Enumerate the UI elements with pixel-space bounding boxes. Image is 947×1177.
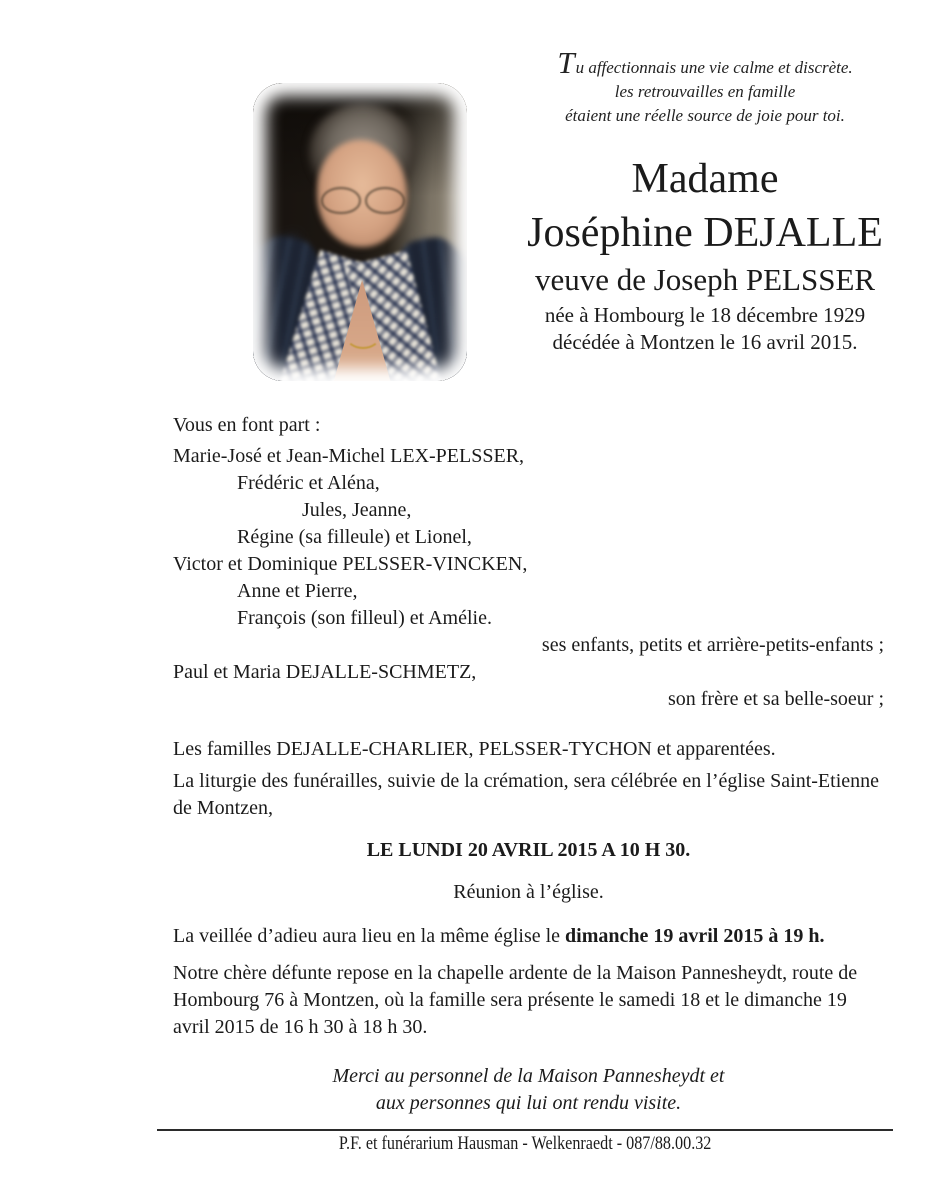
deceased-block	[470, 152, 940, 356]
family-line: Victor et Dominique PELSSER-VINCKEN,	[173, 553, 528, 575]
vigil-text: La veillée d’adieu aura lieu en la même église le	[173, 925, 566, 947]
thanks-line-1: Merci au personnel de la Maison Pannesheydt et	[332, 1065, 725, 1087]
epitaph-initial: T	[557, 45, 576, 80]
footer-divider	[157, 1129, 893, 1131]
vigil-datetime: dimanche 19 avril 2015 à 19 h.	[565, 925, 825, 947]
thanks-note	[173, 1063, 884, 1117]
announcement-body	[173, 412, 884, 1117]
family-line: Frédéric et Aléna,	[237, 472, 380, 494]
family-line: Anne et Pierre,	[237, 580, 358, 602]
portrait-photo	[253, 83, 467, 381]
funeral-home-text: P.F. et funérarium Hausman - Welkenraedt - 087/88.00.32	[338, 1133, 712, 1154]
family-line: Régine (sa filleule) et Lionel,	[237, 526, 472, 548]
service-datetime-line: LE LUNDI 20 AVRIL 2015 A 10 H 30.	[366, 839, 691, 861]
relation-line-siblings: son frère et sa belle-soeur ;	[667, 688, 884, 710]
epitaph-line-3: étaient une réelle source de joie pour toi.	[565, 106, 845, 125]
deceased-honorific: Madame	[631, 156, 779, 202]
death-line: décédée à Montzen le 16 avril 2015.	[552, 330, 858, 354]
funeral-home-line	[157, 1132, 893, 1156]
family-line: Marie-José et Jean-Michel LEX-PELSSER,	[173, 445, 525, 467]
deceased-name: Joséphine DEJALLE	[527, 210, 883, 256]
family-line: Paul et Maria DEJALLE-SCHMETZ,	[173, 661, 477, 683]
liturgy-paragraph: La liturgie des funérailles, suivie de la crémation, sera célébrée en l’église Saint-Etienne de Montzen,	[173, 770, 880, 819]
photo-feathered-border	[253, 83, 467, 381]
relation-line-children: ses enfants, petits et arrière-petits-enfants ;	[541, 634, 884, 656]
vigil-paragraph	[173, 923, 884, 950]
announcement-intro: Vous en font part :	[173, 414, 321, 436]
related-families-line: Les familles DEJALLE-CHARLIER, PELSSER-TYCHON et apparentées.	[173, 738, 776, 760]
thanks-line-2: aux personnes qui lui ont rendu visite.	[375, 1092, 682, 1114]
epitaph-line-1: Tu affectionnais une vie calme et discrète.	[557, 45, 853, 80]
epitaph-quote	[470, 45, 940, 128]
meeting-line: Réunion à l’église.	[453, 881, 604, 903]
epitaph-line-2: les retrouvailles en famille	[614, 82, 796, 101]
family-line: François (son filleul) et Amélie.	[237, 607, 492, 629]
life-dates	[470, 302, 940, 356]
repose-paragraph: Notre chère défunte repose en la chapelle ardente de la Maison Pannesheydt, route de Hombourg 76 à Montzen, où la famille sera présente le samedi 18 et le dimanche 19 avril 2015 de 16 h 30 à 18 h 30.	[173, 962, 858, 1038]
widow-line: veuve de Joseph PELSSER	[534, 262, 876, 297]
family-line: Jules, Jeanne,	[302, 499, 412, 521]
birth-line: née à Hombourg le 18 décembre 1929	[544, 303, 866, 327]
